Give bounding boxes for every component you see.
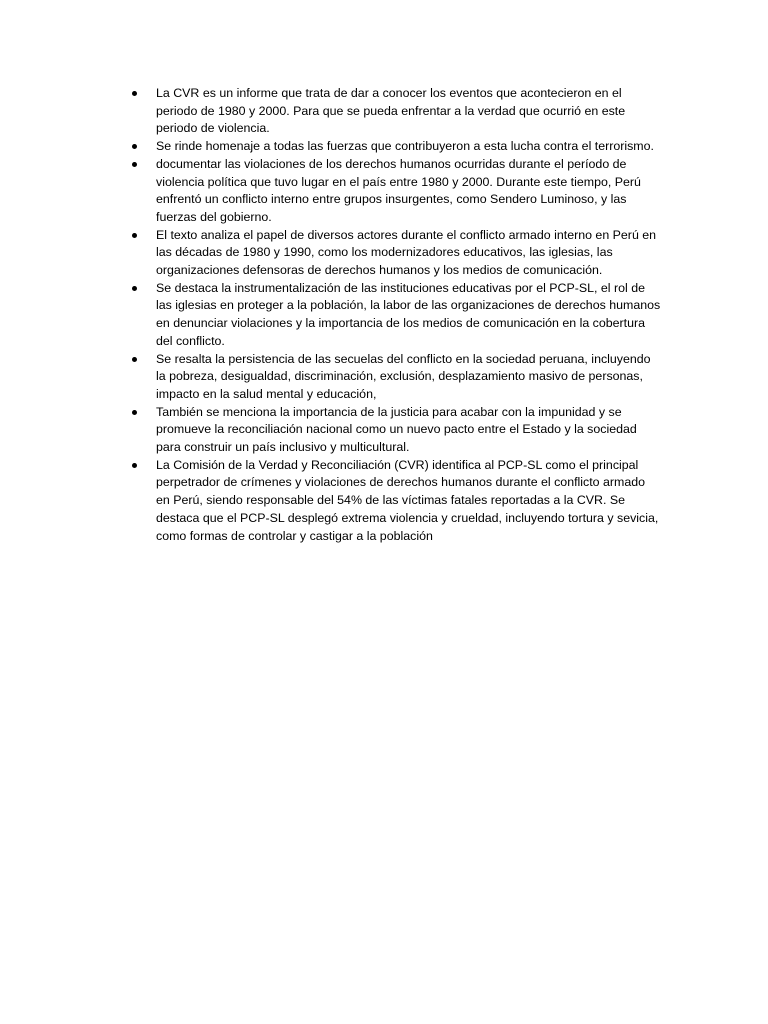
bullet-icon xyxy=(132,463,137,468)
list-item xyxy=(128,351,662,404)
list-item xyxy=(128,404,662,457)
bullet-icon xyxy=(132,357,137,362)
bullet-icon xyxy=(132,410,137,415)
bullet-text: También se menciona la importancia de la justicia para acabar con la impunidad y se promueve la reconciliación nacional como un nuevo pacto entre el Estado y la sociedad para construir un país inclusivo y multicultural. xyxy=(156,404,637,455)
bullet-icon xyxy=(132,91,137,96)
list-item xyxy=(128,457,662,546)
bullet-text: Se resalta la persistencia de las secuelas del conflicto en la sociedad peruana, incluyendo la pobreza, desigualdad, discriminación, exclusión, desplazamiento masivo de personas, impacto en la salud mental y educación, xyxy=(156,351,651,401)
bullet-text: Se destaca la instrumentalización de las instituciones educativas por el PCP-SL, el rol de las iglesias en proteger a la población, la labor de las organizaciones de derechos humanos en denunciar violaciones y la importancia de los medios de comunicación en la cobertura del conflicto. xyxy=(156,280,661,348)
list-item xyxy=(128,156,662,227)
bullet-text: Se rinde homenaje a todas las fuerzas que contribuyeron a esta lucha contra el terrorismo. xyxy=(156,139,654,154)
bullet-icon xyxy=(132,233,137,238)
bullet-list xyxy=(128,85,662,545)
list-item xyxy=(128,280,662,351)
bullet-text: El texto analiza el papel de diversos actores durante el conflicto armado interno en Perú en las décadas de 1980 y 1990, como los modernizadores educativos, las iglesias, las organizaciones defensoras de derechos humanos y los medios de comunicación. xyxy=(156,227,657,278)
bullet-icon xyxy=(132,144,137,149)
bullet-text: La Comisión de la Verdad y Reconciliación (CVR) identifica al PCP-SL como el principal perpetrador de crímenes y violaciones de derechos humanos durante el conflicto armado en Perú, siendo responsable del 54% de las víctimas fatales reportadas a la CVR. Se destaca que el PCP-SL desplegó extrema violencia y crueldad, incluyendo tortura y sevicia, como formas de controlar y castigar a la población xyxy=(156,457,659,543)
list-item xyxy=(128,227,662,280)
bullet-text: documentar las violaciones de los derechos humanos ocurridas durante el período de violencia política que tuvo lugar en el país entre 1980 y 2000. Durante este tiempo, Perú enfrentó un conflicto interno entre grupos insurgentes, como Sendero Luminoso, y las fuerzas del gobierno. xyxy=(156,156,641,224)
list-item xyxy=(128,138,662,156)
bullet-icon xyxy=(132,286,137,291)
bullet-icon xyxy=(132,162,137,167)
bullet-text: La CVR es un informe que trata de dar a conocer los eventos que acontecieron en el periodo de 1980 y 2000. Para que se pueda enfrentar a la verdad que ocurrió en este periodo de violencia. xyxy=(156,86,626,136)
list-item xyxy=(128,85,662,138)
